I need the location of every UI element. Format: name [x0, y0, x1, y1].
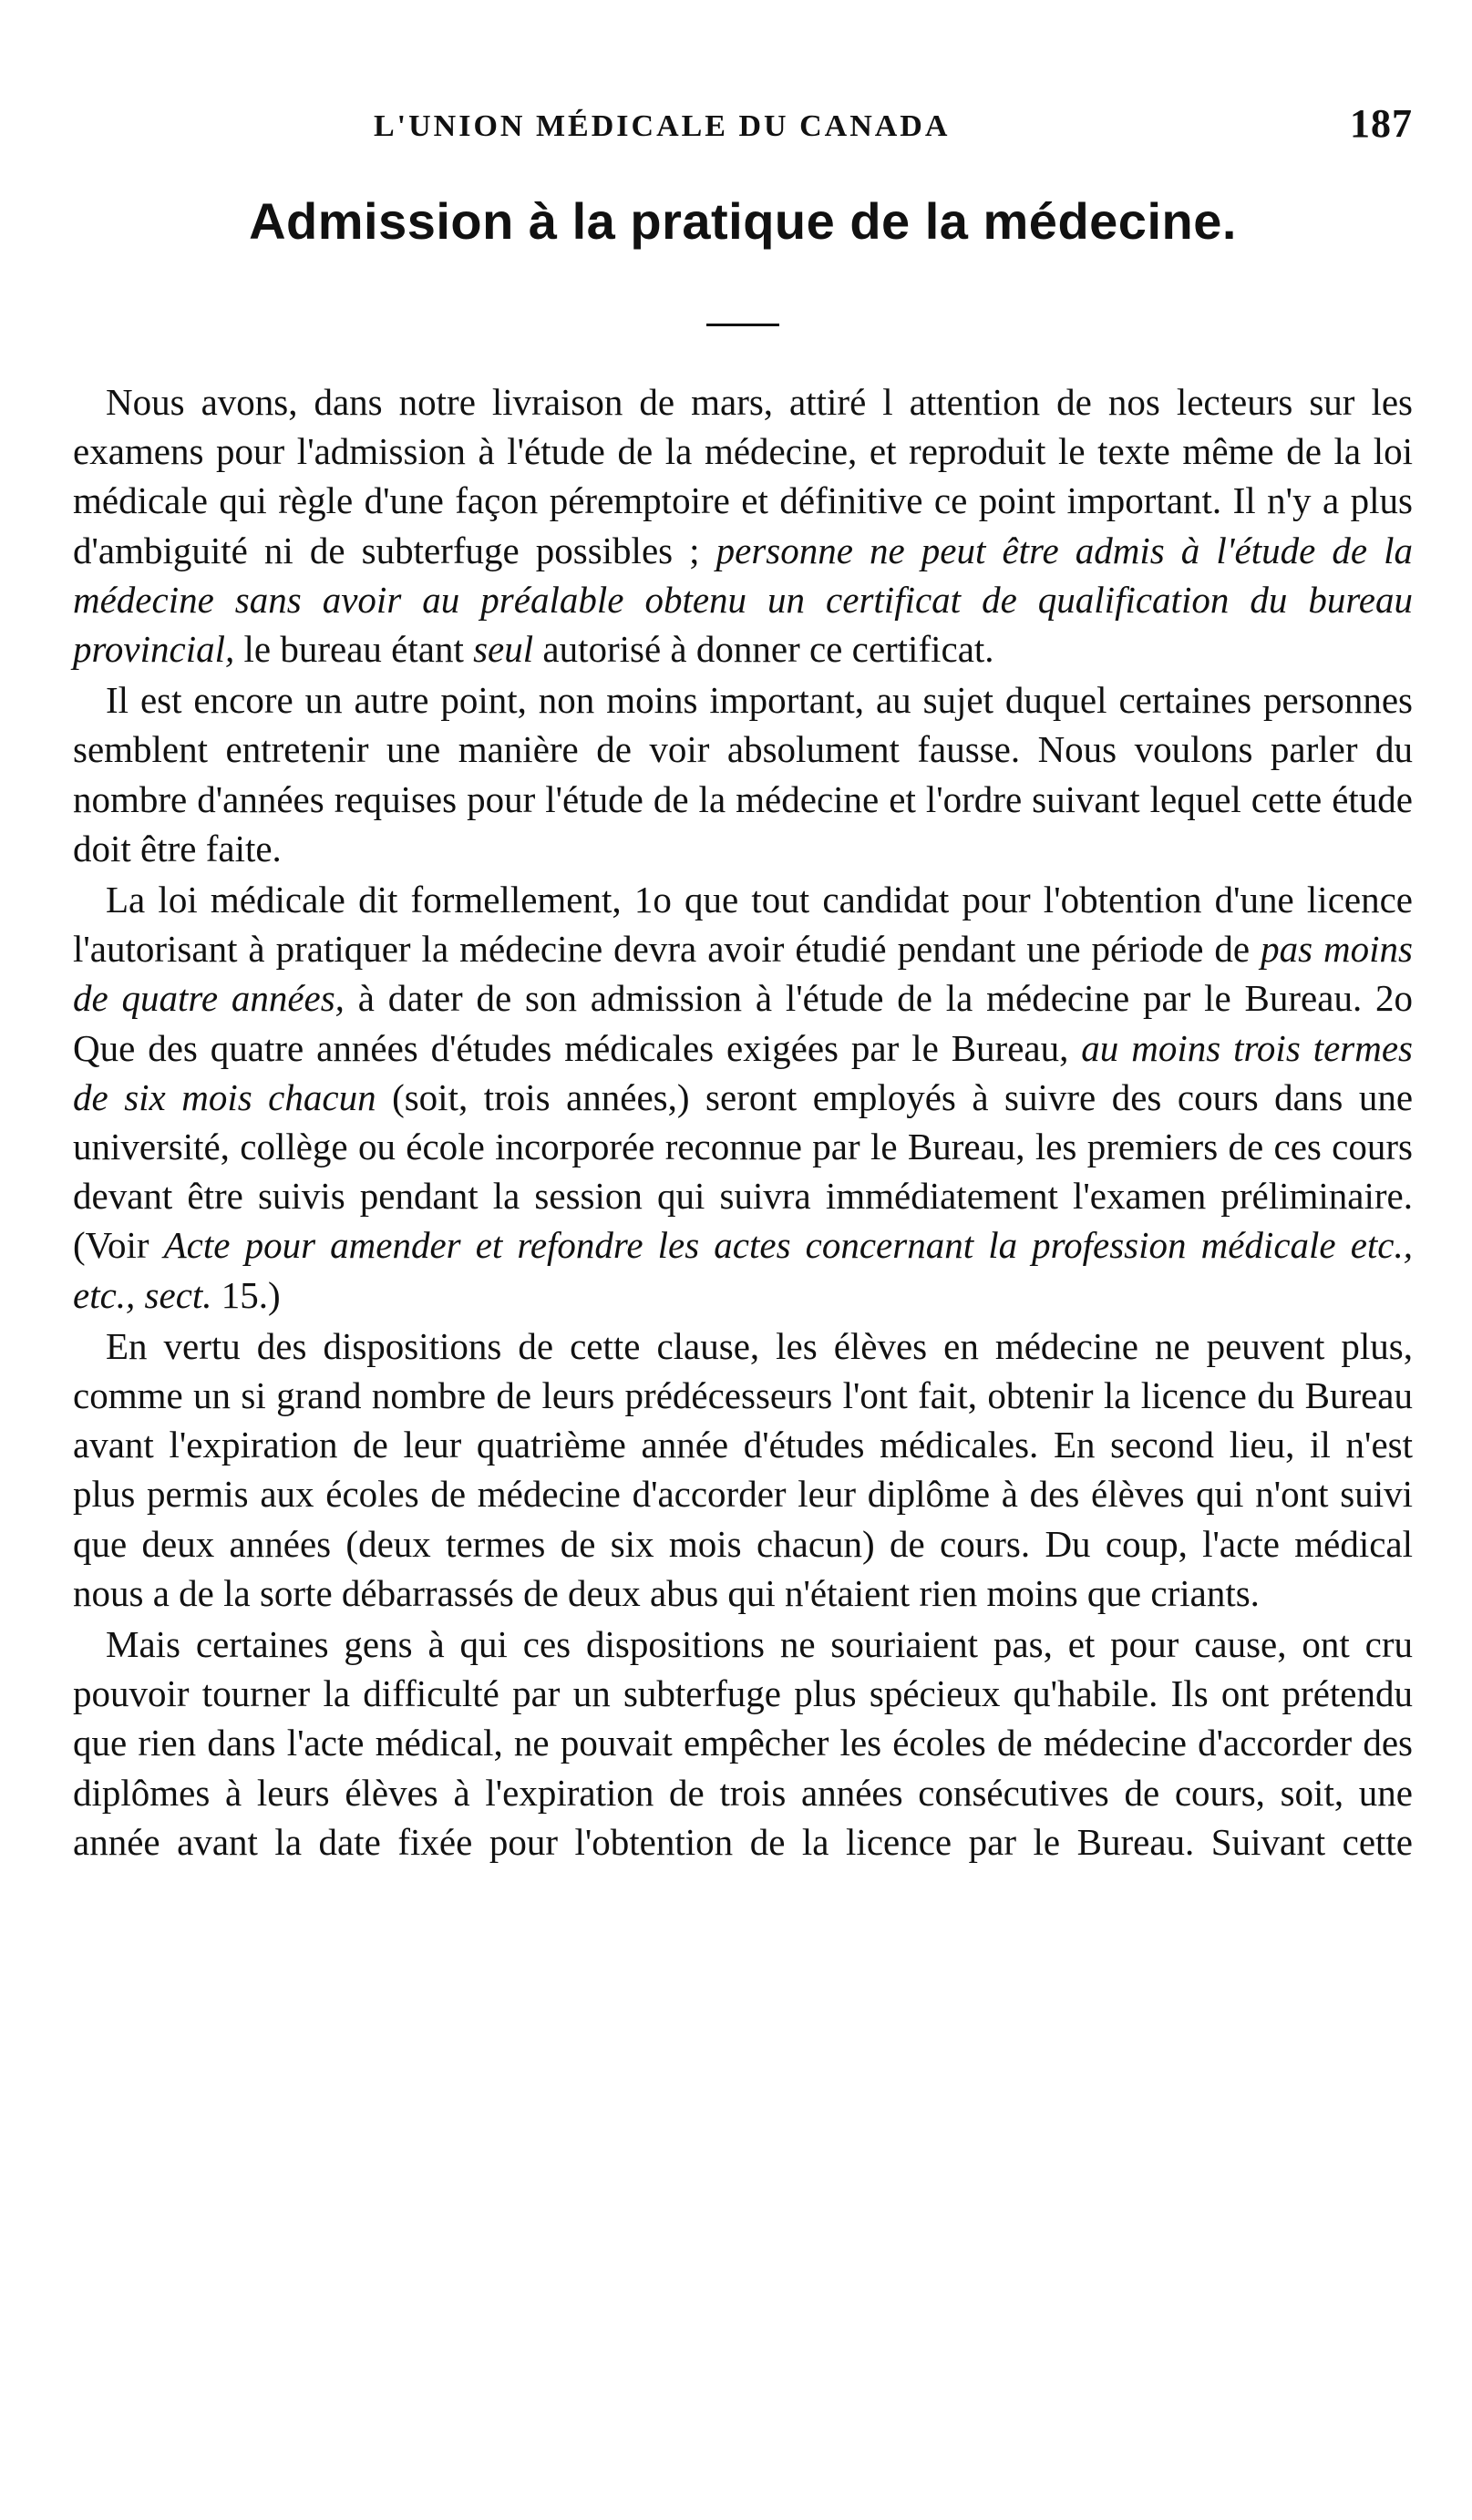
paragraph-3	[73, 875, 1413, 1320]
paragraph-4	[73, 1322, 1413, 1618]
paragraph-3-text-c: (soit, trois années,) seront employés à suivre des cours dans une université, collège ou école incorporée reconnue par le Bureau, les premiers de ces cours devant être suivis pendant la session qui suivra immédiatement l'examen préliminaire. (Voir	[73, 1075, 1414, 1267]
paragraph-5	[73, 1620, 1413, 1867]
paragraph-5-text: Mais certaines gens à qui ces dispositions ne souriaient pas, et pour cause, ont cru pouvoir tourner la difficulté par un subterfuge plus spécieux qu'habile. Ils ont prétendu que rien dans l'acte médical, ne pouvait empêcher les écoles de médecine d'accorder des diplômes à leurs élèves à l'expiration de trois années consécutives de cours, soit, une année avant la date fixée pour l'obtention de la licence par le Bureau. Suivant cette	[73, 1623, 1413, 1863]
paragraph-1-text-c: autorisé à donner ce certificat.	[542, 628, 994, 671]
article-title: Admission à la pratique de la médecine.	[249, 192, 1237, 250]
paragraph-1-text-a: Nous avons, dans notre livraison de mars, attiré l attention de nos lecteurs sur les examens pour l'admission à l'étude de la médecine, et reproduit le texte même de la loi médicale qui règle d'une façon péremptoire et définitive ce point important. Il n'y a plus d'ambiguité ni de subterfuge possibles ;	[73, 381, 1413, 571]
paragraph-3-text-d: 15.)	[221, 1273, 281, 1316]
paragraph-2	[73, 675, 1413, 873]
running-head	[73, 100, 1413, 155]
paragraph-1	[73, 377, 1413, 674]
paragraph-1-italic-a: personne ne peut être admis à l'étude de la médecine sans avoir au préalable obtenu un certificat de qualification du bureau provincial,	[73, 529, 1414, 671]
paragraph-3-italic-a: pas moins de quatre années,	[73, 928, 1413, 1020]
document-page	[73, 100, 1413, 1867]
paragraph-3-text-a: La loi médicale dit formellement, 1o que tout candidat pour l'obtention d'une licence l'autorisant à pratiquer la médecine devra avoir étudié pendant une période de	[73, 879, 1413, 971]
paragraph-2-text: Il est encore un autre point, non moins important, au sujet duquel certaines personnes semblent entretenir une manière de voir absolument fausse. Nous voulons parler du nombre d'années requises pour l'étude de la médecine et l'ordre suivant lequel cette étude doit être faite.	[73, 679, 1413, 869]
paragraph-3-text-b: à dater de son admission à l'étude de la médecine par le Bureau. 2o Que des quatre années d'études médicales exigées par le Bureau,	[73, 977, 1414, 1069]
title-divider	[706, 324, 779, 326]
journal-title: L'UNION MÉDICALE DU CANADA	[374, 109, 951, 143]
article-body	[73, 377, 1413, 1867]
paragraph-3-italic-b: au moins trois termes de six mois chacun	[73, 1026, 1414, 1118]
paragraph-4-text: En vertu des dispositions de cette clause, les élèves en médecine ne peuvent plus, comme un si grand nombre de leurs prédécesseurs l'ont fait, obtenir la licence du Bureau avant l'expiration de leur quatrième année d'études médicales. En second lieu, il n'est plus permis aux écoles de médecine d'accorder leur diplôme à des élèves qui n'ont suivi que deux années (deux termes de six mois chacun) de cours. Du coup, l'acte médical nous a de la sorte débarrassés de deux abus qui n'étaient rien moins que criants.	[73, 1324, 1413, 1614]
paragraph-3-italic-c: Acte pour amender et refondre les actes concernant la profession médicale etc., etc., sect.	[73, 1224, 1413, 1316]
paragraph-1-text-b: le bureau étant	[234, 628, 464, 671]
paragraph-1-italic-b: seul	[473, 628, 534, 671]
page-number: 187	[1350, 101, 1413, 146]
